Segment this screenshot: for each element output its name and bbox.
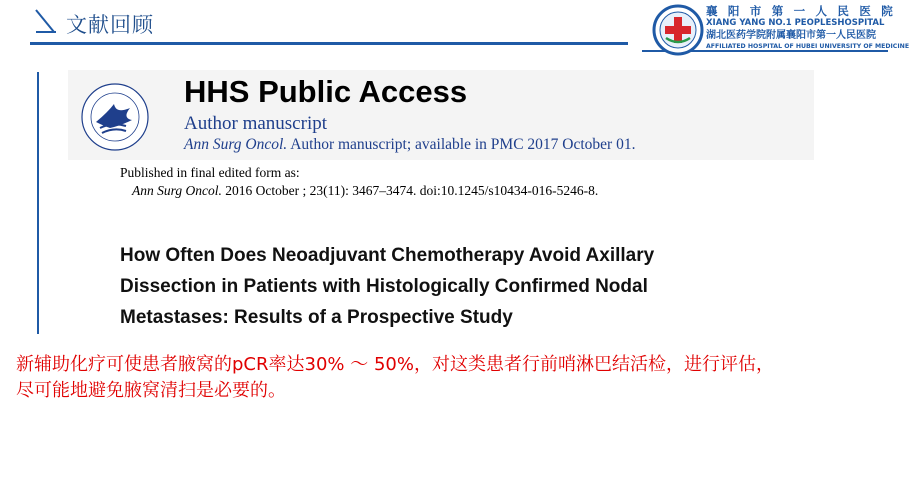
summary-note-line: 新辅助化疗可使患者腋窝的pCR率达30% ～ 50%，对这类患者行前哨淋巴结活检，进行评估，: [16, 354, 774, 375]
summary-note: [16, 352, 774, 404]
header-divider: [30, 42, 628, 45]
page-title: 文献回顾: [66, 13, 154, 37]
paper-title-line: How Often Does Neoadjuvant Chemotherapy Avoid Axillary: [120, 245, 655, 266]
summary-note-line: 尽可能地避免腋窝清扫是必要的。: [16, 380, 286, 401]
slash-decoration-icon: [34, 8, 60, 36]
affiliate-name-en: AFFILIATED HOSPITAL OF HUBEI UNIVERSITY OF MEDICINE: [706, 43, 909, 50]
left-accent-line: [37, 72, 39, 334]
availability-citation: [184, 136, 635, 154]
published-label: Published in final edited form as:: [120, 165, 300, 180]
published-journal: Ann Surg Oncol.: [132, 183, 222, 198]
availability-text: Author manuscript; available in PMC 2017 October 01.: [287, 136, 636, 153]
hospital-name-block: [706, 4, 909, 51]
affiliate-name-cn: 湖北医药学院附属襄阳市第一人民医院: [706, 30, 876, 41]
hospital-logo-icon: [652, 4, 704, 56]
paper-title-line: Dissection in Patients with Histologically Confirmed Nodal: [120, 276, 648, 297]
hhs-eagle-seal-icon: [80, 82, 150, 152]
journal-name: Ann Surg Oncol.: [184, 136, 288, 153]
manuscript-label: Author manuscript: [184, 113, 328, 134]
hospital-name-en: XIANG YANG NO.1 PEOPLESHOSPITAL: [706, 18, 885, 28]
paper-title: [120, 240, 654, 333]
hospital-name-cn: 襄 阳 市 第 一 人 民 医 院: [706, 4, 896, 18]
published-reference: [132, 183, 598, 199]
paper-title-line: Metastases: Results of a Prospective Study: [120, 307, 513, 328]
published-ref-text: 2016 October ; 23(11): 3467–3474. doi:10.1245/s10434-016-5246-8.: [221, 183, 599, 198]
hhs-title: HHS Public Access: [184, 74, 468, 109]
